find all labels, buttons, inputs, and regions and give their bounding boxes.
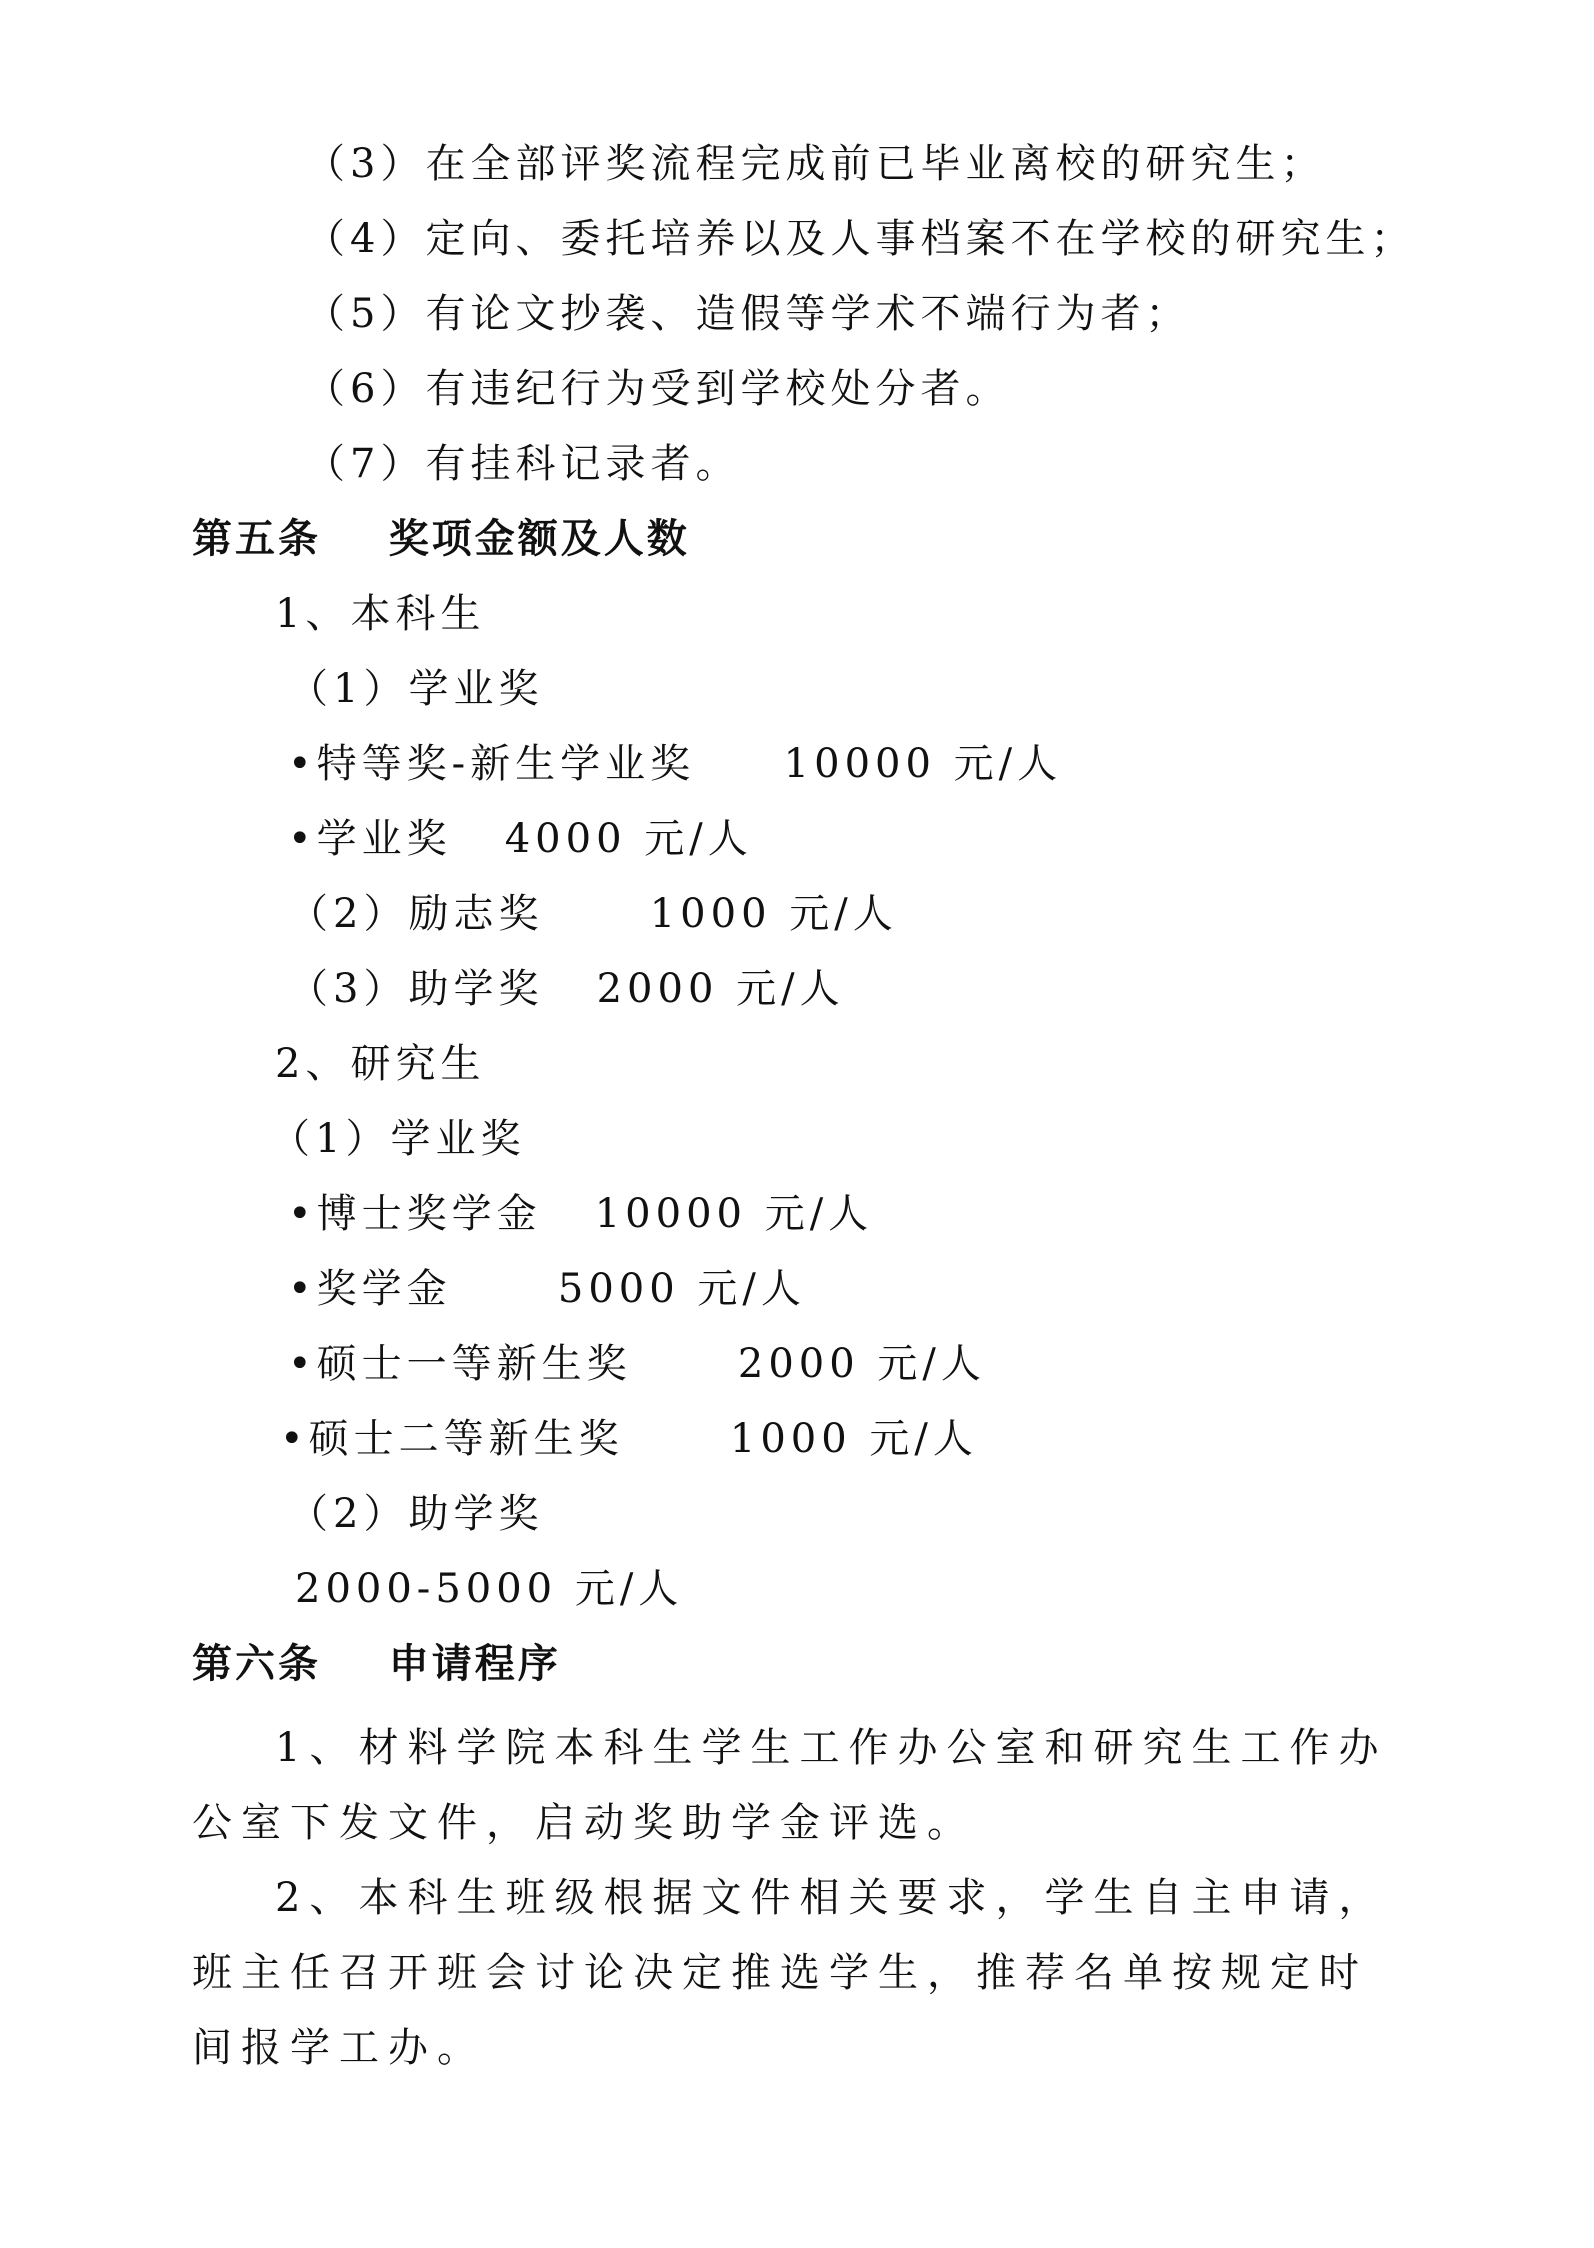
exclusion-item-5: （5）有论文抄袭、造假等学术不端行为者； <box>305 291 1191 337</box>
undergrad-academic-heading: （1）学业奖 <box>288 666 544 712</box>
grad-scholarship: •奖学金 5000 元/人 <box>288 1266 806 1312</box>
grad-master-first-award: •硕士一等新生奖 2000 元/人 <box>288 1341 986 1387</box>
grad-aid-heading: （2）助学奖 <box>288 1491 544 1537</box>
undergrad-inspiration-award: （2）励志奖 1000 元/人 <box>288 891 898 937</box>
grad-phd-scholarship: •博士奖学金 10000 元/人 <box>288 1191 874 1237</box>
undergrad-aid-award: （3）助学奖 2000 元/人 <box>288 966 845 1012</box>
exclusion-item-3: （3）在全部评奖流程完成前已毕业离校的研究生； <box>305 141 1326 187</box>
article-5-heading: 第五条 奖项金额及人数 <box>192 516 690 562</box>
grad-master-second-award: •硕士二等新生奖 1000 元/人 <box>280 1416 978 1462</box>
undergrad-special-award: •特等奖-新生学业奖 10000 元/人 <box>288 741 1063 787</box>
article-6-paragraph-1: 1、材料学院本科生学生工作办公室和研究生工作办公室下发文件，启动奖助学金评选。 <box>192 1725 1388 1846</box>
grad-heading: 2、研究生 <box>275 1041 486 1087</box>
article-6-paragraph-2: 2、本科生班级根据文件相关要求，学生自主申请，班主任召开班会讨论决定推选学生，推荐名单按规定时间报学工办。 <box>192 1875 1388 2071</box>
undergrad-heading: 1、本科生 <box>275 591 486 637</box>
grad-academic-heading: （1）学业奖 <box>270 1116 526 1162</box>
exclusion-item-6: （6）有违纪行为受到学校处分者。 <box>305 366 1011 412</box>
grad-aid-amount: 2000-5000 元/人 <box>295 1566 684 1612</box>
exclusion-item-4: （4）定向、委托培养以及人事档案不在学校的研究生； <box>305 216 1416 262</box>
undergrad-academic-award: •学业奖 4000 元/人 <box>288 816 753 862</box>
exclusion-item-7: （7）有挂科记录者。 <box>305 441 741 487</box>
article-6-heading: 第六条 申请程序 <box>192 1641 561 1687</box>
